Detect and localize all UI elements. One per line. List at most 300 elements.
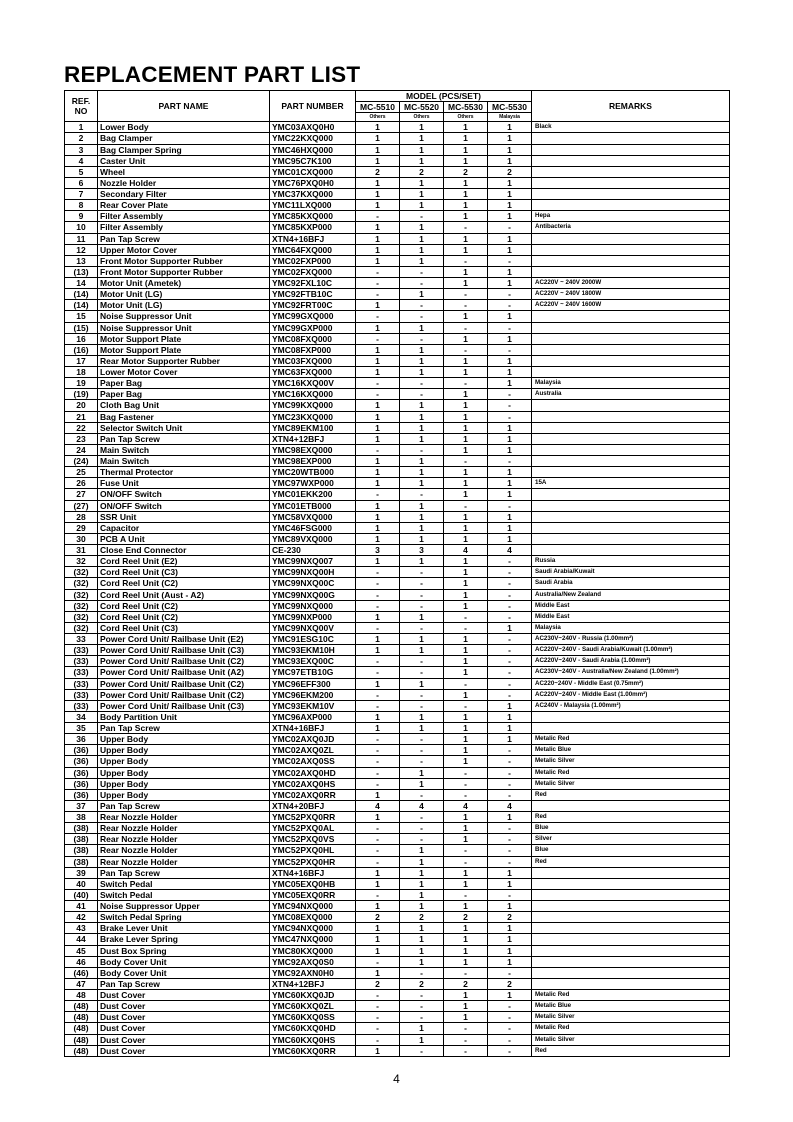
quantity-cell: 1 (444, 433, 488, 444)
header-model: MC-5520 (400, 102, 444, 113)
quantity-cell: - (400, 578, 444, 589)
table-row (65, 656, 730, 667)
quantity-cell: 1 (444, 511, 488, 522)
quantity-cell: 1 (444, 522, 488, 533)
remarks-cell (532, 355, 730, 366)
part-name-cell: Cord Reel Unit (C2) (98, 578, 270, 589)
table-row (65, 456, 730, 467)
remarks-cell: Russia (532, 556, 730, 567)
quantity-cell: - (400, 823, 444, 834)
quantity-cell: 1 (444, 367, 488, 378)
remarks-cell: AC220~240V - Middle East (0.75mm²) (532, 678, 730, 689)
part-number-cell: XTN4+12BFJ (270, 978, 356, 989)
remarks-cell (532, 867, 730, 878)
ref-no-cell: (48) (65, 1045, 98, 1056)
part-number-cell: YMC02AXQ0RR (270, 789, 356, 800)
quantity-cell: - (356, 266, 400, 277)
quantity-cell: 1 (444, 578, 488, 589)
quantity-cell: 1 (488, 122, 532, 133)
quantity-cell: - (400, 567, 444, 578)
quantity-cell: 1 (356, 945, 400, 956)
quantity-cell: - (488, 611, 532, 622)
table-row (65, 433, 730, 444)
quantity-cell: 1 (444, 567, 488, 578)
quantity-cell: - (400, 600, 444, 611)
table-row (65, 856, 730, 867)
table-row (65, 400, 730, 411)
table-row (65, 122, 730, 133)
ref-no-cell: 7 (65, 189, 98, 200)
quantity-cell: - (400, 834, 444, 845)
part-number-cell: YMC93EKM10H (270, 645, 356, 656)
quantity-cell: 1 (488, 622, 532, 633)
quantity-cell: - (444, 967, 488, 978)
quantity-cell: 1 (356, 867, 400, 878)
quantity-cell: 1 (356, 144, 400, 155)
part-name-cell: Noise Suppressor Unit (98, 322, 270, 333)
quantity-cell: 1 (444, 867, 488, 878)
part-number-cell: YMC11LXQ000 (270, 200, 356, 211)
ref-no-cell: 34 (65, 711, 98, 722)
remarks-cell: AC220V~240V - Saudi Arabia (1.00mm²) (532, 656, 730, 667)
remarks-cell: Metalic Silver (532, 778, 730, 789)
part-name-cell: Thermal Protector (98, 467, 270, 478)
remarks-cell: AC230V~240V - Russia (1.00mm²) (532, 634, 730, 645)
quantity-cell: - (488, 289, 532, 300)
part-number-cell: YMC96AXP000 (270, 711, 356, 722)
quantity-cell: 1 (444, 233, 488, 244)
remarks-cell (532, 344, 730, 355)
table-row (65, 700, 730, 711)
quantity-cell: 1 (444, 355, 488, 366)
quantity-cell: 1 (488, 367, 532, 378)
quantity-cell: - (488, 656, 532, 667)
table-row (65, 667, 730, 678)
part-number-cell: XTN4+16BFJ (270, 867, 356, 878)
part-number-cell: YMC23KXQ000 (270, 411, 356, 422)
quantity-cell: 1 (400, 723, 444, 734)
table-row (65, 311, 730, 322)
table-row (65, 912, 730, 923)
remarks-cell (532, 444, 730, 455)
part-number-cell: YMC02AXQ0ZL (270, 745, 356, 756)
part-number-cell: YMC80KXQ000 (270, 945, 356, 956)
ref-no-cell: (36) (65, 767, 98, 778)
ref-no-cell: (33) (65, 678, 98, 689)
ref-no-cell: 23 (65, 433, 98, 444)
part-number-cell: YMC85KXP000 (270, 222, 356, 233)
part-name-cell: Dust Cover (98, 1012, 270, 1023)
quantity-cell: - (444, 856, 488, 867)
part-name-cell: Cord Reel Unit (Aust - A2) (98, 589, 270, 600)
quantity-cell: 1 (400, 767, 444, 778)
quantity-cell: 1 (400, 1023, 444, 1034)
table-row (65, 522, 730, 533)
remarks-cell (532, 522, 730, 533)
table-row (65, 978, 730, 989)
part-name-cell: Fuse Unit (98, 478, 270, 489)
quantity-cell: - (488, 789, 532, 800)
quantity-cell: 1 (444, 990, 488, 1001)
quantity-cell: - (356, 278, 400, 289)
part-name-cell: Lower Motor Cover (98, 367, 270, 378)
quantity-cell: 1 (488, 155, 532, 166)
ref-no-cell: 47 (65, 978, 98, 989)
remarks-cell (532, 934, 730, 945)
table-row (65, 834, 730, 845)
part-number-cell: YMC85KXQ000 (270, 211, 356, 222)
part-name-cell: Cord Reel Unit (C3) (98, 567, 270, 578)
part-number-cell: YMC60KXQ0SS (270, 1012, 356, 1023)
quantity-cell: 1 (444, 600, 488, 611)
quantity-cell: 2 (356, 912, 400, 923)
header-model: MC-5530 (488, 102, 532, 113)
quantity-cell: 1 (400, 634, 444, 645)
remarks-cell: Metalic Red (532, 1023, 730, 1034)
remarks-cell: AC220V ~ 240V 2000W (532, 278, 730, 289)
remarks-cell (532, 333, 730, 344)
quantity-cell: 1 (400, 867, 444, 878)
part-name-cell: Main Switch (98, 444, 270, 455)
remarks-cell: Metalic Silver (532, 756, 730, 767)
quantity-cell: - (488, 255, 532, 266)
quantity-cell: - (488, 834, 532, 845)
quantity-cell: - (356, 734, 400, 745)
quantity-cell: 1 (444, 189, 488, 200)
table-row (65, 578, 730, 589)
quantity-cell: 1 (488, 878, 532, 889)
ref-no-cell: (15) (65, 322, 98, 333)
part-name-cell: Upper Body (98, 767, 270, 778)
part-number-cell: YMC60KXQ0RR (270, 1045, 356, 1056)
quantity-cell: - (356, 567, 400, 578)
quantity-cell: 4 (444, 800, 488, 811)
header-region: Others (400, 113, 444, 122)
quantity-cell: 1 (400, 411, 444, 422)
table-row (65, 923, 730, 934)
quantity-cell: 1 (488, 467, 532, 478)
table-row (65, 266, 730, 277)
part-number-cell: YMC16KXQ00V (270, 378, 356, 389)
table-row (65, 233, 730, 244)
ref-no-cell: 19 (65, 378, 98, 389)
ref-no-cell: 28 (65, 511, 98, 522)
part-number-cell: YMC37KXQ000 (270, 189, 356, 200)
part-name-cell: Rear Nozzle Holder (98, 856, 270, 867)
quantity-cell: 1 (400, 1034, 444, 1045)
ref-no-cell: (33) (65, 656, 98, 667)
part-name-cell: Upper Body (98, 734, 270, 745)
table-row (65, 789, 730, 800)
table-row (65, 600, 730, 611)
quantity-cell: - (488, 678, 532, 689)
ref-no-cell: (38) (65, 823, 98, 834)
quantity-cell: 1 (488, 700, 532, 711)
ref-no-cell: 5 (65, 166, 98, 177)
quantity-cell: 1 (444, 244, 488, 255)
part-number-cell: YMC60KXQ0HS (270, 1034, 356, 1045)
remarks-cell: Silver (532, 834, 730, 845)
table-row (65, 711, 730, 722)
quantity-cell: 1 (488, 144, 532, 155)
quantity-cell: 1 (356, 878, 400, 889)
remarks-cell: AC220V~240V - Saudi Arabia/Kuwait (1.00mm²) (532, 645, 730, 656)
ref-no-cell: 45 (65, 945, 98, 956)
quantity-cell: 1 (488, 867, 532, 878)
table-row (65, 278, 730, 289)
quantity-cell: 1 (488, 378, 532, 389)
part-name-cell: Motor Unit (LG) (98, 300, 270, 311)
quantity-cell: - (444, 889, 488, 900)
quantity-cell: 1 (444, 211, 488, 222)
quantity-cell: - (444, 344, 488, 355)
remarks-cell: Red (532, 812, 730, 823)
quantity-cell: 1 (400, 856, 444, 867)
ref-no-cell: 48 (65, 990, 98, 1001)
part-name-cell: Dust Cover (98, 990, 270, 1001)
quantity-cell: - (488, 389, 532, 400)
table-row (65, 300, 730, 311)
quantity-cell: 1 (400, 511, 444, 522)
quantity-cell: - (400, 333, 444, 344)
ref-no-cell: 41 (65, 901, 98, 912)
part-number-cell: YMC03FXQ000 (270, 355, 356, 366)
quantity-cell: 1 (400, 500, 444, 511)
header-ref-no (65, 91, 98, 122)
ref-no-cell: 4 (65, 155, 98, 166)
quantity-cell: 1 (400, 456, 444, 467)
quantity-cell: 1 (488, 244, 532, 255)
quantity-cell: - (400, 266, 444, 277)
quantity-cell: 1 (400, 189, 444, 200)
part-number-cell: YMC64FXQ000 (270, 244, 356, 255)
ref-no-cell: 46 (65, 956, 98, 967)
quantity-cell: 1 (444, 645, 488, 656)
table-row (65, 478, 730, 489)
part-number-cell: YMC92FTB10C (270, 289, 356, 300)
quantity-cell: - (488, 778, 532, 789)
remarks-cell: Metalic Silver (532, 1012, 730, 1023)
quantity-cell: 1 (444, 311, 488, 322)
ref-no-cell: (46) (65, 967, 98, 978)
ref-no-cell: (36) (65, 756, 98, 767)
part-name-cell: Body Cover Unit (98, 956, 270, 967)
part-number-cell: YMC01EKK200 (270, 489, 356, 500)
part-name-cell: Capacitor (98, 522, 270, 533)
part-number-cell: YMC08FXP000 (270, 344, 356, 355)
part-number-cell: YMC96EKM200 (270, 689, 356, 700)
part-name-cell: Paper Bag (98, 389, 270, 400)
part-number-cell: YMC97ETB10G (270, 667, 356, 678)
table-row (65, 1045, 730, 1056)
remarks-cell: Middle East (532, 600, 730, 611)
part-number-cell: YMC02AXQ0SS (270, 756, 356, 767)
quantity-cell: - (444, 456, 488, 467)
quantity-cell: 2 (356, 166, 400, 177)
table-row (65, 155, 730, 166)
part-number-cell: YMC22KXQ000 (270, 133, 356, 144)
quantity-cell: 1 (400, 778, 444, 789)
part-number-cell: YMC92AXQ0S0 (270, 956, 356, 967)
quantity-cell: 1 (356, 467, 400, 478)
remarks-cell (532, 456, 730, 467)
quantity-cell: - (356, 956, 400, 967)
remarks-cell (532, 978, 730, 989)
remarks-cell (532, 545, 730, 556)
remarks-cell: AC230V~240V - Australia/New Zealand (1.00mm²) (532, 667, 730, 678)
quantity-cell: 1 (444, 834, 488, 845)
remarks-cell (532, 433, 730, 444)
quantity-cell: - (356, 378, 400, 389)
quantity-cell: - (488, 756, 532, 767)
quantity-cell: - (488, 745, 532, 756)
quantity-cell: - (356, 333, 400, 344)
quantity-cell: 1 (488, 211, 532, 222)
table-row (65, 200, 730, 211)
quantity-cell: 1 (444, 389, 488, 400)
part-number-cell: YMC99NXP000 (270, 611, 356, 622)
quantity-cell: - (444, 789, 488, 800)
part-name-cell: ON/OFF Switch (98, 500, 270, 511)
quantity-cell: - (356, 1034, 400, 1045)
remarks-cell (532, 155, 730, 166)
part-number-cell: YMC05EXQ0RR (270, 889, 356, 900)
ref-no-cell: 39 (65, 867, 98, 878)
remarks-cell: Australia (532, 389, 730, 400)
part-name-cell: ON/OFF Switch (98, 489, 270, 500)
quantity-cell: 1 (356, 967, 400, 978)
quantity-cell: 1 (356, 133, 400, 144)
part-number-cell: YMC58VXQ000 (270, 511, 356, 522)
part-name-cell: Dust Cover (98, 1001, 270, 1012)
quantity-cell: 1 (444, 711, 488, 722)
quantity-cell: 1 (400, 433, 444, 444)
quantity-cell: 1 (488, 200, 532, 211)
part-name-cell: Upper Body (98, 789, 270, 800)
part-name-cell: Filter Assembly (98, 211, 270, 222)
quantity-cell: 4 (488, 545, 532, 556)
part-name-cell: Close End Connector (98, 545, 270, 556)
quantity-cell: - (400, 990, 444, 1001)
part-name-cell: Pan Tap Screw (98, 233, 270, 244)
part-name-cell: Front Motor Supporter Rubber (98, 255, 270, 266)
part-number-cell: YMC02AXQ0HS (270, 778, 356, 789)
table-row (65, 367, 730, 378)
quantity-cell: 1 (444, 133, 488, 144)
remarks-cell (532, 500, 730, 511)
ref-no-cell: (14) (65, 300, 98, 311)
quantity-cell: - (400, 734, 444, 745)
ref-no-cell: (48) (65, 1034, 98, 1045)
ref-no-cell: (33) (65, 645, 98, 656)
quantity-cell: 1 (400, 901, 444, 912)
part-number-cell: YMC93EXQ00C (270, 656, 356, 667)
part-number-cell: YMC47NXQ000 (270, 934, 356, 945)
quantity-cell: 1 (356, 1045, 400, 1056)
remarks-cell: Saudi Arabia (532, 578, 730, 589)
quantity-cell: - (356, 289, 400, 300)
quantity-cell: 4 (488, 800, 532, 811)
remarks-cell (532, 723, 730, 734)
ref-no-cell: (32) (65, 611, 98, 622)
quantity-cell: - (356, 856, 400, 867)
header-region: Others (356, 113, 400, 122)
quantity-cell: 1 (488, 233, 532, 244)
quantity-cell: 1 (488, 934, 532, 945)
part-number-cell: CE-230 (270, 545, 356, 556)
quantity-cell: 1 (444, 400, 488, 411)
ref-no-cell: 25 (65, 467, 98, 478)
table-row (65, 467, 730, 478)
quantity-cell: 1 (356, 200, 400, 211)
quantity-cell: 1 (444, 411, 488, 422)
ref-no-cell: 20 (65, 400, 98, 411)
ref-no-cell: 2 (65, 133, 98, 144)
remarks-cell (532, 956, 730, 967)
ref-no-cell: 14 (65, 278, 98, 289)
ref-no-cell: 31 (65, 545, 98, 556)
remarks-cell (532, 889, 730, 900)
part-number-cell: YMC99GXQ000 (270, 311, 356, 322)
ref-no-cell: (32) (65, 567, 98, 578)
quantity-cell: - (444, 378, 488, 389)
remarks-cell (532, 511, 730, 522)
ref-no-cell: (16) (65, 344, 98, 355)
quantity-cell: 1 (488, 333, 532, 344)
remarks-cell (532, 189, 730, 200)
quantity-cell: - (356, 845, 400, 856)
ref-no-cell: 29 (65, 522, 98, 533)
quantity-cell: 1 (444, 1012, 488, 1023)
remarks-cell (532, 266, 730, 277)
part-name-cell: Switch Pedal (98, 889, 270, 900)
quantity-cell: 1 (356, 611, 400, 622)
part-name-cell: Cord Reel Unit (C3) (98, 622, 270, 633)
quantity-cell: - (488, 634, 532, 645)
table-row (65, 945, 730, 956)
quantity-cell: 1 (400, 934, 444, 945)
quantity-cell: 1 (356, 923, 400, 934)
ref-no-cell: 6 (65, 177, 98, 188)
quantity-cell: 1 (444, 200, 488, 211)
header-no: NO (74, 106, 88, 117)
quantity-cell: - (488, 456, 532, 467)
quantity-cell: 1 (444, 333, 488, 344)
quantity-cell: 1 (400, 367, 444, 378)
part-number-cell: YMC01ETB000 (270, 500, 356, 511)
quantity-cell: 1 (488, 734, 532, 745)
ref-no-cell: (32) (65, 578, 98, 589)
part-name-cell: Power Cord Unit/ Railbase Unit (C3) (98, 700, 270, 711)
quantity-cell: - (488, 856, 532, 867)
quantity-cell: - (444, 678, 488, 689)
quantity-cell: 1 (444, 533, 488, 544)
quantity-cell: - (400, 378, 444, 389)
remarks-cell: Australia/New Zealand (532, 589, 730, 600)
quantity-cell: 1 (400, 956, 444, 967)
quantity-cell: - (356, 1023, 400, 1034)
remarks-cell: Hepa (532, 211, 730, 222)
quantity-cell: 1 (356, 934, 400, 945)
ref-no-cell: 10 (65, 222, 98, 233)
quantity-cell: - (356, 823, 400, 834)
table-row (65, 756, 730, 767)
remarks-cell: Malaysia (532, 622, 730, 633)
part-name-cell: Main Switch (98, 456, 270, 467)
table-row (65, 500, 730, 511)
quantity-cell: 1 (400, 233, 444, 244)
part-number-cell: YMC99NXQ00C (270, 578, 356, 589)
